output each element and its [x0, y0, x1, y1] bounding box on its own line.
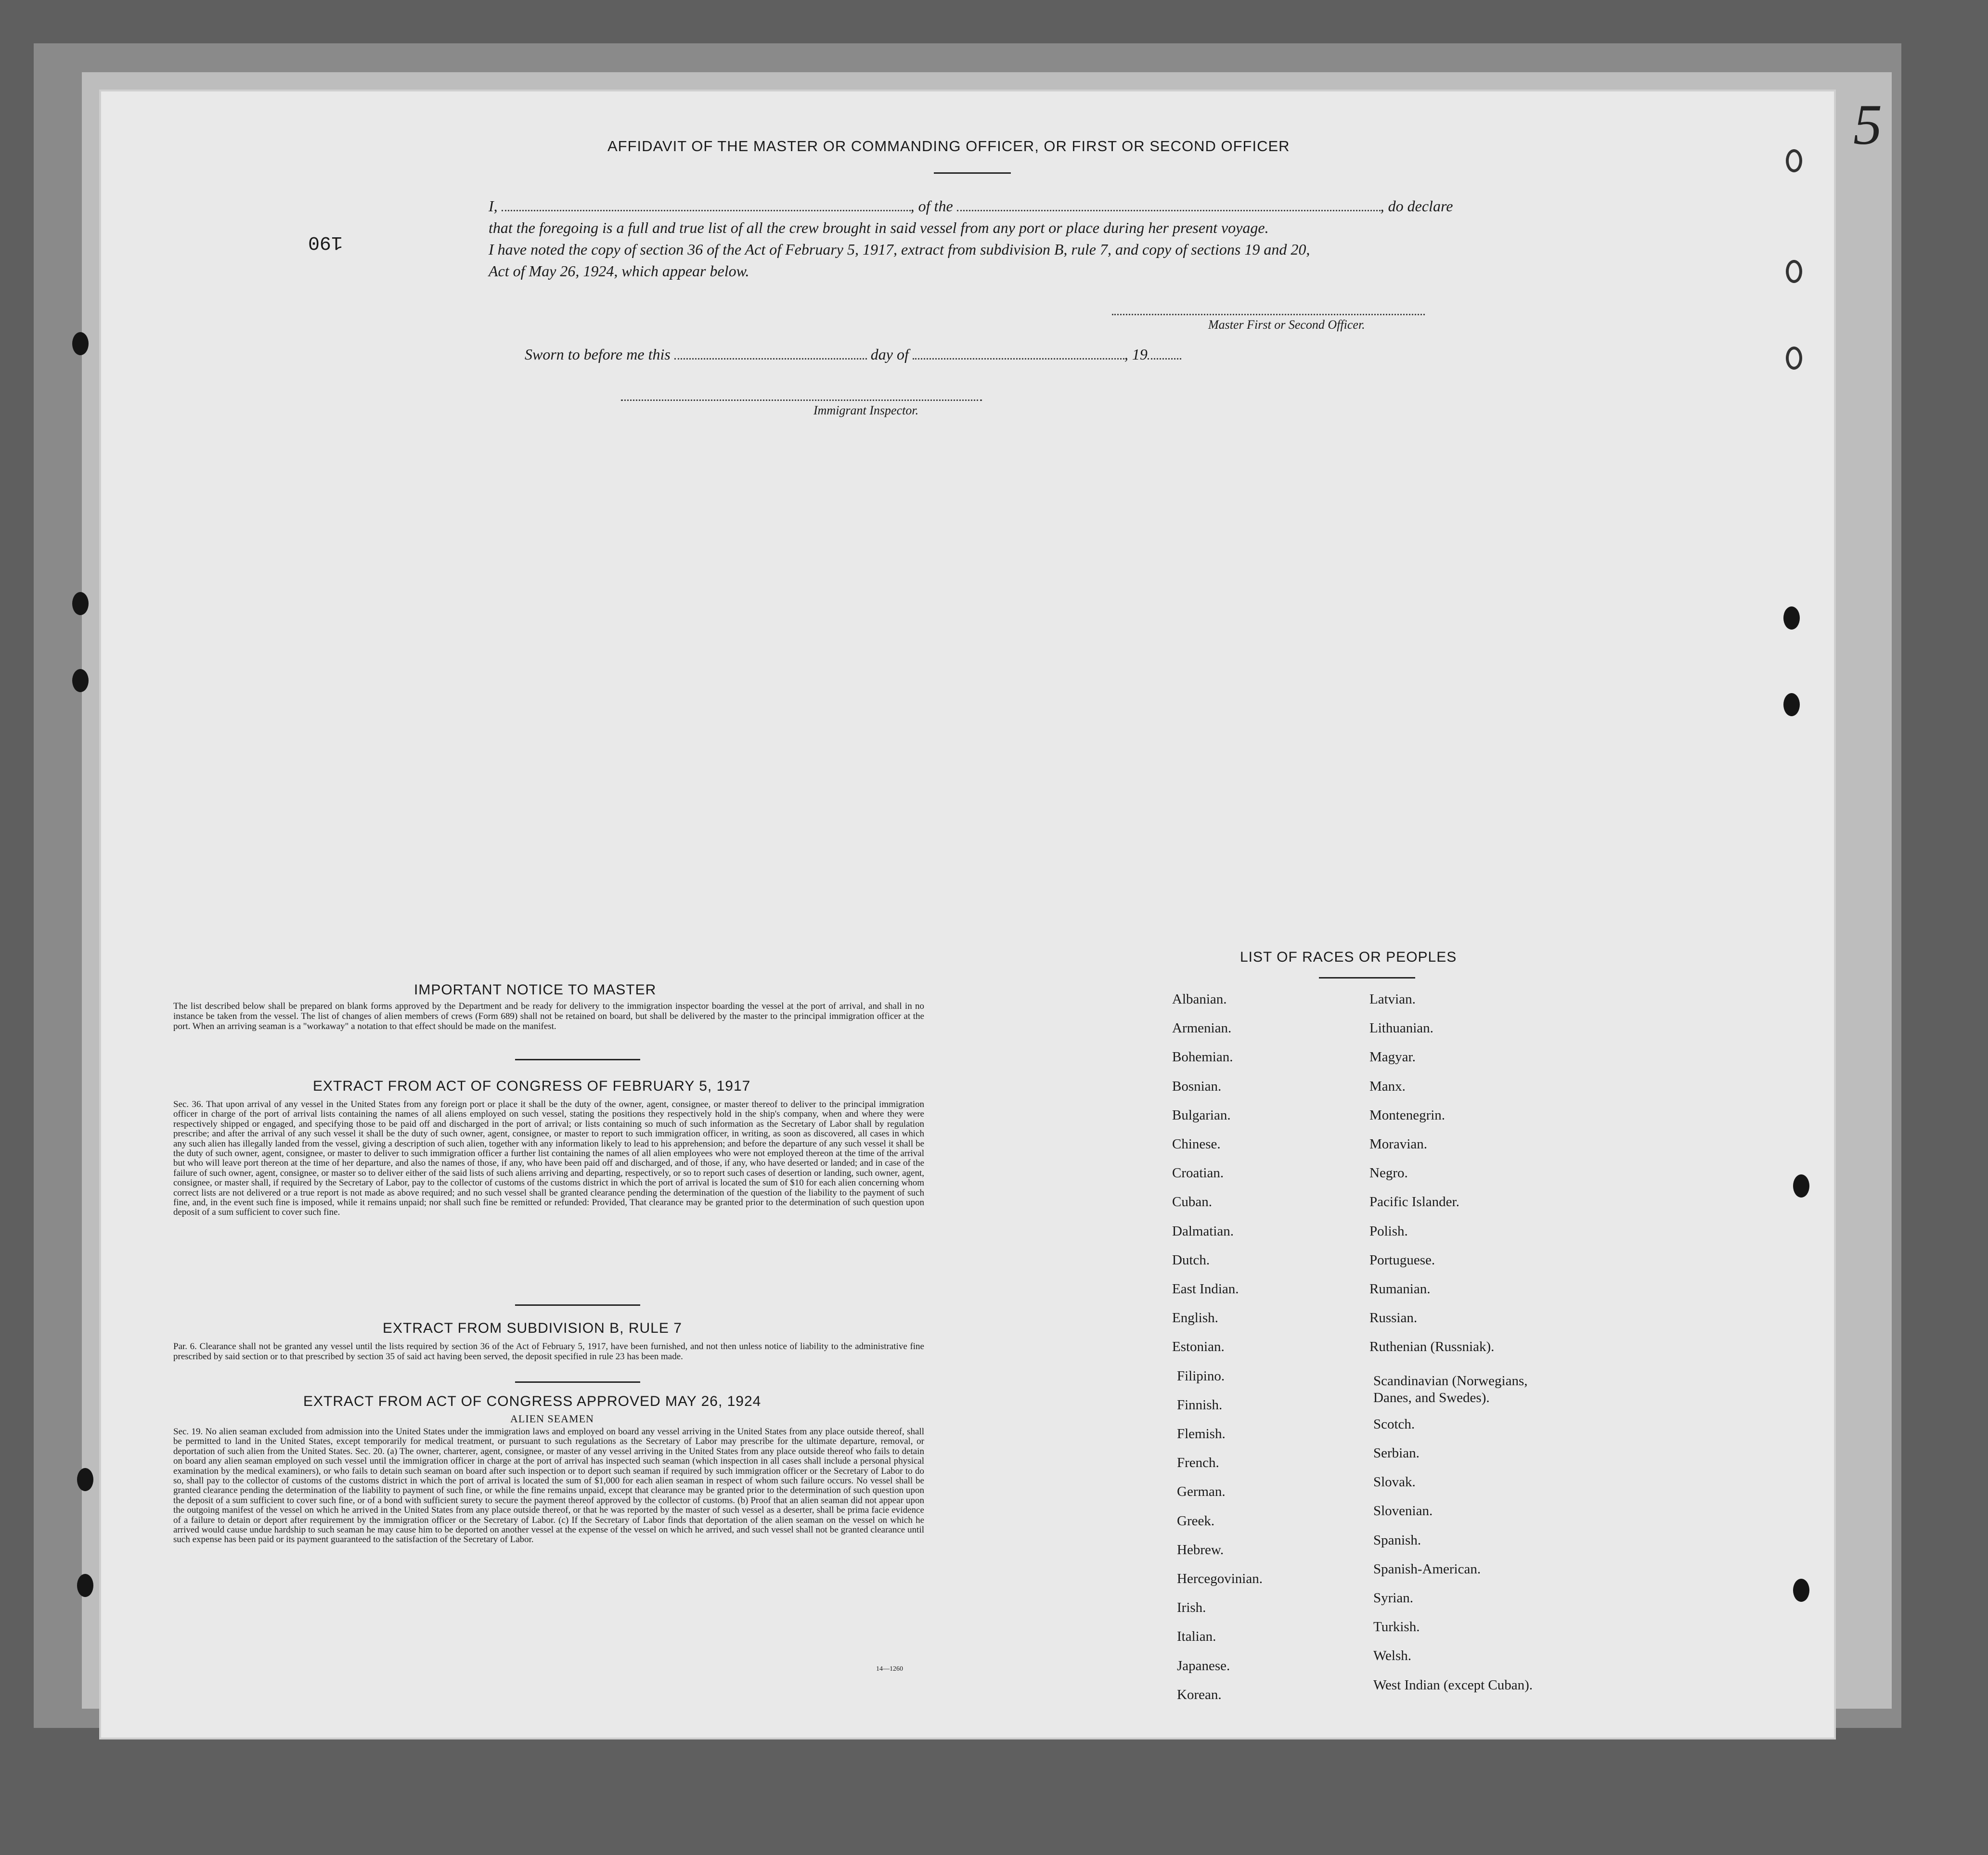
race-item: Spanish.: [1373, 1532, 1421, 1548]
extract-1924-title: EXTRACT FROM ACT OF CONGRESS APPROVED MAY 26, 1924: [303, 1393, 762, 1409]
race-item: Manx.: [1369, 1078, 1406, 1094]
race-item: Chinese.: [1172, 1136, 1221, 1152]
binder-hole: [72, 669, 89, 692]
sworn-line: [525, 346, 1181, 363]
race-item: Polish.: [1369, 1223, 1408, 1239]
race-item: Bohemian.: [1172, 1049, 1233, 1065]
race-item: East Indian.: [1172, 1281, 1239, 1297]
race-item: Pacific Islander.: [1369, 1194, 1459, 1210]
declaration-mid: , of the: [910, 197, 953, 215]
race-item: Slovenian.: [1373, 1503, 1433, 1519]
declaration-line-4: Act of May 26, 1924, which appear below.: [489, 262, 749, 280]
binder-hole: [77, 1574, 93, 1597]
race-item: Slovak.: [1373, 1474, 1416, 1490]
race-item: Albanian.: [1172, 992, 1227, 1007]
race-item: Bulgarian.: [1172, 1107, 1231, 1123]
vessel-field: [957, 198, 1381, 211]
form-number: 14—1260: [876, 1665, 903, 1673]
race-item: Scotch.: [1373, 1416, 1415, 1432]
name-field: [502, 198, 911, 211]
race-item: Scandinavian (Norwegians,: [1373, 1373, 1528, 1389]
binder-hole: [1786, 347, 1802, 370]
section-rule: [515, 1059, 640, 1060]
extract-1924-text: Sec. 19. No alien seaman excluded from admission into the United States under the immigration laws and employed on board any vessel arriving in the United States from any place outside thereof, shall be permitted to land in the United States, except temporarily for medical treatment, or pursuant to such regulations as the Secretary of Labor may prescribe for the ultimate departure, removal, or deportation of such alien from the United States. Sec. 20. (a) The owner, charterer, agent, consignee, or master of any vessel arriving in the United States from any place outside thereof who fails to detain on board any alien seaman employed on such vessel until the immigration officer in charge at the port of arrival has inspected such seaman (which inspection in all cases shall include a personal physical examination by the medical examiners), or who fails to detain such seaman on board after such inspection or to deport such seaman if required by such immigration officer or the Secretary of Labor to do so, shall pay to the collector of customs of the customs district in which the port of arrival is located the sum of $1,000 for each alien seaman in respect of whom such failure occurs. No vessel shall be granted clearance pending the determination of the liability to payment of such fine, or while the fine remains unpaid, except that clearance may be granted prior to the determination of such question upon the deposit of a sum sufficient to cover such fine, or of a bond with sufficient surety to secure the payment thereof approved by the collector of customs. (b) Proof that an alien seaman did not appear upon the outgoing manifest of the vessel on which he arrived in the United States from any place outside thereof, or that he was reported by the master of such vessel as a deserter, shall be prima facie evidence of a failure to detain or deport after requirement by the immigration officer or the Secretary of Labor. (c) If the Secretary of Labor finds that deportation of the alien seaman on the vessel on which he arrived would cause undue hardship to such seaman he may cause him to be deported on another vessel at the expense of the vessel on which he arrived, and such vessel shall not be granted clearance until such expense has been paid or its payment guaranteed to the satisfaction of the Secretary of Labor.: [173, 1427, 924, 1545]
race-item: Armenian.: [1172, 1020, 1232, 1036]
day-field: [674, 347, 867, 360]
race-item: Hercegovinian.: [1177, 1571, 1263, 1586]
inspector-label: Immigrant Inspector.: [813, 403, 919, 417]
races-title: LIST OF RACES OR PEOPLES: [1240, 949, 1457, 965]
extract-1917-title: EXTRACT FROM ACT OF CONGRESS OF FEBRUARY 5, 1917: [313, 1078, 751, 1094]
binder-hole: [1793, 1579, 1809, 1602]
page-mark: 5: [1853, 92, 1882, 156]
race-item: Japanese.: [1177, 1658, 1230, 1674]
binder-hole: [1793, 1174, 1809, 1198]
sworn-mid: day of: [870, 346, 909, 363]
race-item: Flemish.: [1177, 1426, 1226, 1442]
race-item: Moravian.: [1369, 1136, 1427, 1152]
signature-line: [1112, 314, 1425, 315]
race-item: Montenegrin.: [1369, 1107, 1446, 1123]
races-title-rule: [1319, 977, 1415, 979]
binder-hole: [1783, 606, 1800, 630]
race-item: Russian.: [1369, 1310, 1418, 1326]
binder-hole: [77, 1468, 93, 1491]
race-item: Welsh.: [1373, 1648, 1412, 1664]
binder-hole: [72, 332, 89, 355]
declaration-suffix: , do declare: [1380, 197, 1453, 215]
race-item: West Indian (except Cuban).: [1373, 1677, 1533, 1693]
month-field: [913, 347, 1124, 360]
race-item: Negro.: [1369, 1165, 1408, 1181]
title-rule: [934, 172, 1011, 174]
section-rule: [515, 1381, 640, 1383]
race-item: Danes, and Swedes).: [1373, 1390, 1490, 1405]
binder-hole: [1786, 260, 1802, 283]
race-item: Lithuanian.: [1369, 1020, 1433, 1036]
race-item: Irish.: [1177, 1600, 1206, 1616]
race-item: Ruthenian (Russniak).: [1369, 1339, 1495, 1355]
signature-label: Master First or Second Officer.: [1208, 318, 1365, 332]
sworn-suffix: , 19: [1124, 346, 1148, 363]
binder-hole: [1783, 693, 1800, 716]
inspector-line: [621, 399, 982, 401]
race-item: Bosnian.: [1172, 1078, 1222, 1094]
race-item: Rumanian.: [1369, 1281, 1431, 1297]
notice-text: The list described below shall be prepared on blank forms approved by the Department and be ready for delivery to the immigration inspector boarding the vessel at the port of arrival, and shall in no instance be taken from the vessel. The list of changes of alien members of crews (Form 689) shall not be retained on board, but shall be delivered by the master to the principal immigration officer at the port. When an arriving seaman is a "workaway" a notation to that effect should be made on the manifest.: [173, 1001, 924, 1031]
race-item: Magyar.: [1369, 1049, 1416, 1065]
declaration-line-1: [489, 197, 1453, 215]
race-item: Portuguese.: [1369, 1252, 1435, 1268]
race-item: English.: [1172, 1310, 1218, 1326]
race-item: Estonian.: [1172, 1339, 1225, 1355]
race-item: Greek.: [1177, 1513, 1215, 1529]
declaration-line-2: that the foregoing is a full and true list of all the crew brought in said vessel from any port or place during her present voyage.: [489, 219, 1269, 236]
race-item: Latvian.: [1369, 992, 1416, 1007]
race-item: Filipino.: [1177, 1368, 1225, 1384]
race-item: German.: [1177, 1484, 1226, 1500]
race-item: Korean.: [1177, 1687, 1222, 1702]
race-item: Spanish-American.: [1373, 1561, 1481, 1577]
section-rule: [515, 1304, 640, 1306]
binder-hole: [72, 592, 89, 615]
race-item: French.: [1177, 1455, 1219, 1471]
margin-mark: 190: [308, 231, 343, 253]
affidavit-sheet: [101, 91, 1834, 1738]
extract-rule7-text: Par. 6. Clearance shall not be granted any vessel until the lists required by section 36 of the Act of February 5, 1917, have been furnished, and not then unless notice of liability to the administrative fine prescribed by said section or to that prescribed by section 35 of said act having been served, the deposit specified in rule 23 has been made.: [173, 1341, 924, 1362]
race-item: Hebrew.: [1177, 1542, 1224, 1558]
affidavit-title: AFFIDAVIT OF THE MASTER OR COMMANDING OFFICER, OR FIRST OR SECOND OFFICER: [607, 138, 1290, 155]
extract-1917-text: Sec. 36. That upon arrival of any vessel in the United States from any foreign port or place it shall be the duty of the owner, agent, consignee, or master thereof to deliver to the principal immigration officer in charge of the port of arrival lists containing the names of all aliens employed on such vessel, stating the positions they respectively hold in the ship's company, when and where they were respectively shipped or engaged, and specifying those to be paid off and discharged in the port of arrival; or lists containing so much of such information as the Secretary of Labor shall by regulation prescribe; and after the arrival of any such vessel it shall be the duty of such owner, agent, consignee, or master to report to such immigration officer, in writing, as soon as discovered, all cases in which any such alien has illegally landed from the vessel, giving a description of such alien, together with any information likely to lead to his apprehension; and before the departure of any such vessel it shall be the duty of such owner, agent, consignee, or master to deliver to such immigration officer a further list containing the names of all alien employees who were not employed thereon at the time of the arrival but who will leave port thereon at the time of her departure, and also the names of those, if any, who have been paid off and discharged, and of those, if any, who have deserted or landed; and in case of the failure of such owner, agent, consignee, or master so to deliver either of the said lists of such aliens arriving and departing, respectively, or so to report such cases of desertion or landing, such owner, agent, consignee, or master shall, if required by the Secretary of Labor, pay to the collector of customs of the customs district in which the port of arrival is located the sum of $10 for each alien concerning whom correct lists are not delivered or a true report is not made as above required; and no such vessel shall be granted clearance pending the determination of the question of the liability to the payment of such fine, and, in the event such fine is imposed, while it remains unpaid; nor shall such fine be remitted or refunded: Provided, That clearance may be granted prior to the determination of such question upon deposit of a sum sufficient to cover such fine.: [173, 1099, 924, 1218]
binder-hole: [1786, 149, 1802, 172]
race-item: Dalmatian.: [1172, 1223, 1234, 1239]
race-item: Serbian.: [1373, 1445, 1420, 1461]
race-item: Syrian.: [1373, 1590, 1413, 1606]
race-item: Croatian.: [1172, 1165, 1224, 1181]
extract-1924-subtitle: ALIEN SEAMEN: [510, 1413, 594, 1425]
declaration-prefix: I,: [489, 197, 498, 215]
year-field: [1148, 347, 1181, 360]
declaration-line-3: I have noted the copy of section 36 of the Act of February 5, 1917, extract from subdivision B, rule 7, and copy of sections 19 and 20,: [489, 241, 1310, 258]
race-item: Turkish.: [1373, 1619, 1420, 1635]
race-item: Italian.: [1177, 1629, 1216, 1645]
race-item: Dutch.: [1172, 1252, 1210, 1268]
sworn-prefix: Sworn to before me this: [525, 346, 671, 363]
race-item: Cuban.: [1172, 1194, 1212, 1210]
extract-rule7-title: EXTRACT FROM SUBDIVISION B, RULE 7: [383, 1320, 682, 1336]
race-item: Finnish.: [1177, 1397, 1223, 1413]
notice-title: IMPORTANT NOTICE TO MASTER: [414, 982, 657, 998]
